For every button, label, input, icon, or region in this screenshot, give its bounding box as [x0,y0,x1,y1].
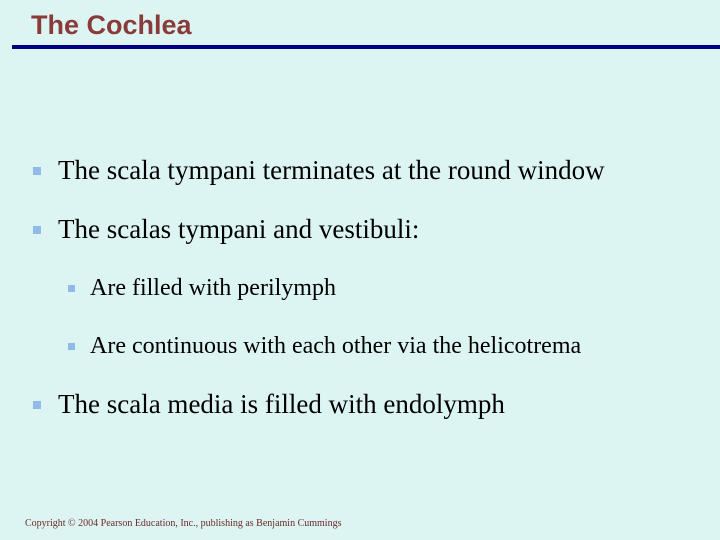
square-bullet-icon [68,343,75,350]
sub-bullet-item [68,333,581,360]
square-bullet-icon [68,285,75,292]
square-bullet-icon [33,167,41,175]
bullet-item [33,214,419,245]
square-bullet-icon [33,401,41,409]
bullet-item [33,155,605,186]
title-divider [12,45,720,49]
slide-title: The Cochlea [31,10,192,40]
bullet-text: The scala media is filled with endolymph [58,389,505,419]
bullet-text: The scalas tympani and vestibuli: [58,214,420,244]
bullet-item [33,389,505,420]
bullet-text: Are filled with perilymph [90,275,336,301]
bullet-text: Are continuous with each other via the helicotrema [90,333,582,359]
bullet-text: The scala tympani terminates at the round window [58,155,605,185]
sub-bullet-item [68,275,336,302]
copyright-footer: Copyright © 2004 Pearson Education, Inc., publishing as Benjamin Cummings [25,518,342,529]
square-bullet-icon [33,226,41,234]
